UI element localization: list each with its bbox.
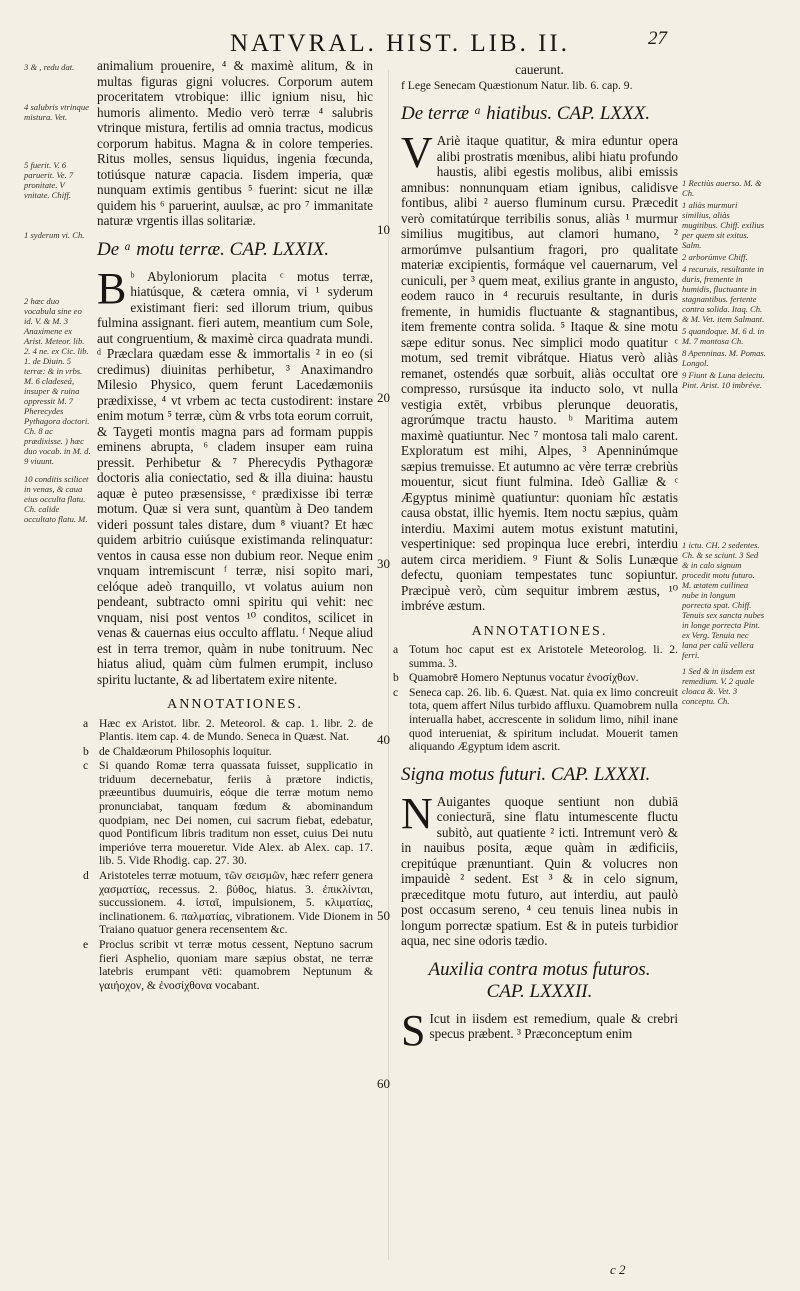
annotation-item (83, 759, 373, 868)
chapter-title: Signa motus futuri. CAP. LXXXI. (401, 763, 651, 785)
chapter-title: De terræ ᵃ hiatibus. CAP. LXXX. (401, 103, 650, 124)
margin-note: 1 Sed & in iisdem est remedium. V. 2 quale cloaca &. Vet. 3 conceptu. Ch. (682, 666, 755, 706)
annotation-mark: c (83, 759, 89, 773)
margin-note: 5 fuerit. V. 6 paruerit. Ve. 7 pronitate. V vnitate. Chiff. (24, 160, 74, 200)
chapter-number: CAP. LXXXII. (486, 980, 593, 1002)
drop-capital: S (401, 1005, 426, 1055)
continuation-text: animalium prouenire, ⁴ & maximè alitum, & in multas figuras gigni volucres. Corporum autem proceritatem vtrobique: illic ignium nisu, hic humoris alimento. Medio verò terræ ⁴ salubris vtrinque mistura, fertilis ad omnia tractus, modicus corporum habitus. Magna & in colore temperies. Ritus molles, sensus liquidus, ingenia fœcunda, totiúsque naturæ capacia. Iisdem imperia, quæ nunquam extimis gentibus ⁵ fuerint: sicut ne illæ quidem his ⁶ paruerint, auulsæ, ac pro ⁷ immanitate naturæ vrgentis illas solitariæ. (97, 58, 373, 228)
line-number: 50 (377, 908, 390, 923)
margin-note: 5 quandoque. M. 6 d. in M. 7 montosa Ch. (682, 326, 765, 346)
annotation-item (83, 745, 373, 759)
drop-capital: V (401, 128, 433, 177)
chapter-text: ᵇ Abyloniorum placita ᶜ motus terræ, hiatúsque, & cætera omnia, vi ¹ syderum existimant fieri: sed illorum trium, quibus fulmina assignant. fieri autem, meantium cum Sole, aut congruentium, & maximè circa quadrata mundi. ᵈ Præclara quædam esse & immortalis ² in eo (si credimus) diuinitas perhibetur, ³ Anaximandro Milesio Physico, quem ferunt Lacedæmoniis prædixisse, ⁴ vt vrbem ac tecta custodirent: instare enim motum ⁵ terræ, cùm & vrbs tota eorum corruit, & Taygeti montis magna pars ad formam puppis eminens abrupta, ⁶ cladem insuper eam ruina pressit. Perhibetur & ⁷ Pherecydis Pythagoræ doctoris alia coniectatio, sed & illa diuina: haustu aquæ è puteo præsensisse, ᵉ prædixisse ibi terræ motum. Quæ si vera sunt, quantùm à Deo tandem videri possunt tales distare, dum ⁸ viuant? Et hæc quidem arbitrio cuiúsque existimanda relinquatur: ventos in causa esse non dubium reor. Neque enim vnquam intremiscunt ᶠ terræ, nisi sopito mari, celóque adeò tranquillo, vt volatus auium non pendeant, subtracto omni spiritu qui vehit: nec vnquam, nisi post ventos ¹⁰ conditos, scilicet in venas & cauernas eius occulto afflatu. ᶠ Neque aliud est in terra tremor, quàm in nube tonitruum. Nec hiatus aliud, quàm cùm fulmen erumpit, incluso spiritu luctante, & ad libertatem exire nitente. (97, 268, 373, 687)
margin-note: 4 salubris vtrinque mistura. Vet. (24, 102, 89, 122)
margin-note: 8 Apenninas. M. Pomas. Longol. (682, 348, 766, 368)
signature-mark: c 2 (610, 1262, 626, 1277)
chapter-title: Auxilia contra motus futuros. (428, 958, 651, 980)
page-number: 27 (648, 28, 667, 49)
top-note: f Lege Senecam Quæstionum Natur. lib. 6. cap. 9. (401, 78, 633, 92)
chapter-body (97, 263, 373, 688)
annotation-text: Proclus scribit vt terræ motus cessent, Neptuno sacrum fieri Asphelio, quoniam mare sæpius obstat, ne terræ latebris erumpant vēti: quamobrem Neptunum & γαιήοχον, & ἐνοσίχθονα vocabant. (99, 938, 373, 992)
annotation-mark: e (83, 938, 89, 951)
annotation-text: Quamobrē Homero Neptunus vocatur ἐνοσίχθων. (409, 671, 639, 685)
margin-note: 1 syderum vi. Ch. (24, 230, 85, 240)
annotations-list (393, 643, 678, 754)
annotation-text: Aristoteles terræ motuum, τῶν σεισμῶν, hæc referr genera χασματίας, recessus. 2. βύθος, hiatus. 3. ἐπικλίνται, succussionem. 4. ἰσταῖ, impulsionem, 5. κλιματίας, inclinationem. 6. παλματίας, vibrationem. Vide Dionem in Traiano quatuor genera recensentem &c. (99, 869, 373, 937)
margin-note: 3 & , redu dat. (24, 62, 75, 72)
line-number: 20 (377, 390, 390, 405)
annotation-item (393, 643, 678, 670)
annotation-text: Hæc ex Aristot. libr. 2. Meteorol. & cap. 1. libr. 2. de Plantis. item cap. 4. de Mundo. Seneca in Quæst. Nat. (99, 716, 373, 744)
right-margin-notes (682, 178, 766, 708)
line-number: 40 (377, 732, 390, 747)
margin-note: 2 hæc duo vocabula sine eo id. V. & M. 3 Anaximene ex Arist. Meteor. lib. 2. 4 ne. ex Cic. lib. 1. de Diuin. 5 terræ: & in vrbs. M. 6 cladeseá, insuper & ruina oppressit M. 7 Pherecydes Pythagora doctori. Ch. 8 ac prædixisse. ) hæc duo vocab. in M. d. 9 viuunt. (24, 296, 91, 466)
chapter-body (401, 788, 678, 949)
left-margin-notes (24, 62, 92, 526)
annotations-heading: ANNOTATIONES. (471, 623, 608, 639)
annotation-mark: c (393, 685, 399, 699)
annotation-item (393, 671, 678, 685)
annotation-item (83, 717, 373, 744)
annotation-text: Seneca cap. 26. lib. 6. Quæst. Nat. quia ex limo concreuit tota, quem affert Nilus turbido affluxu. Quamobrem nulla interualla habet, accrescente in solidum limo, nihil inane quod interueniat, & spiritum includat. Mouerit tamen aliquando Ægyptum idem ascrit. (409, 685, 678, 754)
margin-note: 1 ictu. CH. 2 sedentes. Ch. & se sciunt. 3 Sed & in calo signum procedit motu futuro. M. ætatem cuilinea nube in longum porrecta spat. Chiff. Tenuis sex sancta nubes in longe porrecta Pint. ex Verg. Tenuia nec lana per calū vellera ferri. (682, 540, 765, 660)
chapter-title: De ᵃ motu terræ. CAP. LXXIX. (97, 238, 330, 260)
margin-note: 2 arborúmve Chiff. (682, 252, 748, 262)
margin-note: 10 conditis scilicet in venas, & caua eius occulta flatu. Ch. calide occultato flatu. M. (24, 474, 89, 524)
right-column (393, 62, 678, 1055)
line-number: 30 (377, 556, 390, 571)
line-number: 10 (377, 222, 390, 237)
annotation-mark: b (83, 744, 89, 758)
chapter-text: Icut in iisdem est remedium, quale & crebri specus præbent. ³ Præconceptum enim (429, 1010, 678, 1042)
line-number: 60 (377, 1076, 390, 1091)
annotation-item (83, 938, 373, 992)
annotations-list (83, 717, 373, 993)
margin-note: 4 recuruis, resultante in duris, fremente in humidis, fluctuante in stagnantibus. fertente contra solida. Itaq. Ch. & M. Vet. item Salmant. (682, 264, 765, 324)
running-title: NATVRAL. HIST. LIB. II. (229, 30, 571, 57)
annotation-mark: a (393, 643, 399, 656)
margin-note: 9 Fiunt & Luna deiectu. Pint. Arist. 10 imbréve. (682, 370, 765, 390)
annotation-mark: a (83, 716, 89, 730)
chapter-body (401, 1005, 678, 1055)
drop-capital: N (401, 788, 433, 838)
chapter-body (401, 128, 678, 614)
margin-note: 1 aliàs murmuri similius, aliàs mugitibus. Chiff. exilius per quem sit exitus. Salm. (682, 200, 765, 250)
annotation-text: de Chaldæorum Philosophis loquitur. (99, 744, 272, 758)
annotation-text: Si quando Romæ terra quassata fuisset, supplicatio in triduum decernebatur, feriis à prætore indictis, præeuntibus duumuiris, eóque die terræ motum nemo pronunciabat, tanquam fœdum & abominandum quodpiam, nec Dei nomen, cui sacrum fiebat, edebatur, quod Pontificum libris traditum non esset, cuius Dei nutu imperióve terra moueretur. Vide Alex. ab Alex. cap. 17. lib. 5. Vide Rhodig. cap. 27. 30. (99, 759, 373, 868)
left-column (83, 58, 373, 993)
chapter-text: Auigantes quoque sentiunt non dubiā coniecturā, sine flatu intumescente fluctu subitò, aut quatiente ² icti. Intremunt verò & in nauibus posita, æque quàm in ædificiis, crepitúque prænuntiant. Quin & volucres non impauidè ² sedent. Est ³ & in celo signum, præceditque motu futuro, aut interdiu, aut paulò post occasum sereno, ⁴ ceu tenuis linea nubis in longum porrectæ spatium. Est & in puteis turbidior aqua, nec sine odoris tædio. (401, 793, 678, 949)
annotation-item (393, 686, 678, 754)
chapter-text: Ariè itaque quatitur, & mira eduntur opera alibi prostratis mœnibus, alibi hiatu profundo haustis, alibi egestis molibus, alibi emissis amnibus: nonnunquam etiam ignibus, calidisve fontibus, alibi ² auerso fluminum cursu. Præcedit verò comitatúrque terribilis sonus, aliàs ¹ murmur similius mugitibus, aut clamori humano, ² armorúmve pulsantium fragori, pro qualitate materiæ excipientis, formáque vel cauernarum, vel cuniculi, per ³ quem meat, exilius grante in angusto, eodem rauco in ⁴ recuruis resultante, in duris fremente, in humidis fluctuante & stagnantibus, item fremente contra solida. ⁵ Itaque & sine motu sæpe editur sonus. Nec simplici modo quatitur ᶜ motum, sed tremit vibrátque. Hiatus verò aliàs remanet, ostendés quæ sorbuit, aliàs occultat ore compresso, rursúsque ita inducto solo, vt nulla vestigia extēt, vrbibus plerunque deuoratis, agrorúmque tractu hausto. ᵇ Maritima autem maximè quatiuntur. Nec ⁷ montosa tali malo carent. Exploratum est mihi, Alpes, ³ Apenninúmque sæpius tremuisse. Et autumno ac vère terræ crebriùs mouentur, sicut fiunt fulmina. Ideò Galliæ & ᶜ Ægyptus minimè quatiuntur: quoniam hîc æstatis causa obstat, illic hyemis. Item noctu sæpius, quàm interdiu. Maximi autem motus existunt matutini, vespertinique: sed propinqua luce erebri, interdiu autem circa meridiem. ⁹ Fiunt & Solis Lunæque defectu, quoniam tempestates tunc sopiuntur. Præcipuè verò, cùm sequitur imbrem æstus, ¹⁰ imbréve æstum. (401, 133, 678, 613)
margin-note: 1 Rectiùs auerso. M. & Ch. (682, 178, 762, 198)
annotation-mark: b (393, 671, 399, 685)
annotation-item (83, 869, 373, 937)
annotation-mark: d (83, 869, 89, 883)
annotation-text: Totum hoc caput est ex Aristotele Meteorolog. li. 2. summa. 3. (409, 643, 678, 670)
drop-capital: B (97, 263, 127, 313)
continuation-word: cauerunt. (515, 62, 564, 77)
annotations-heading: ANNOTATIONES. (167, 697, 303, 712)
